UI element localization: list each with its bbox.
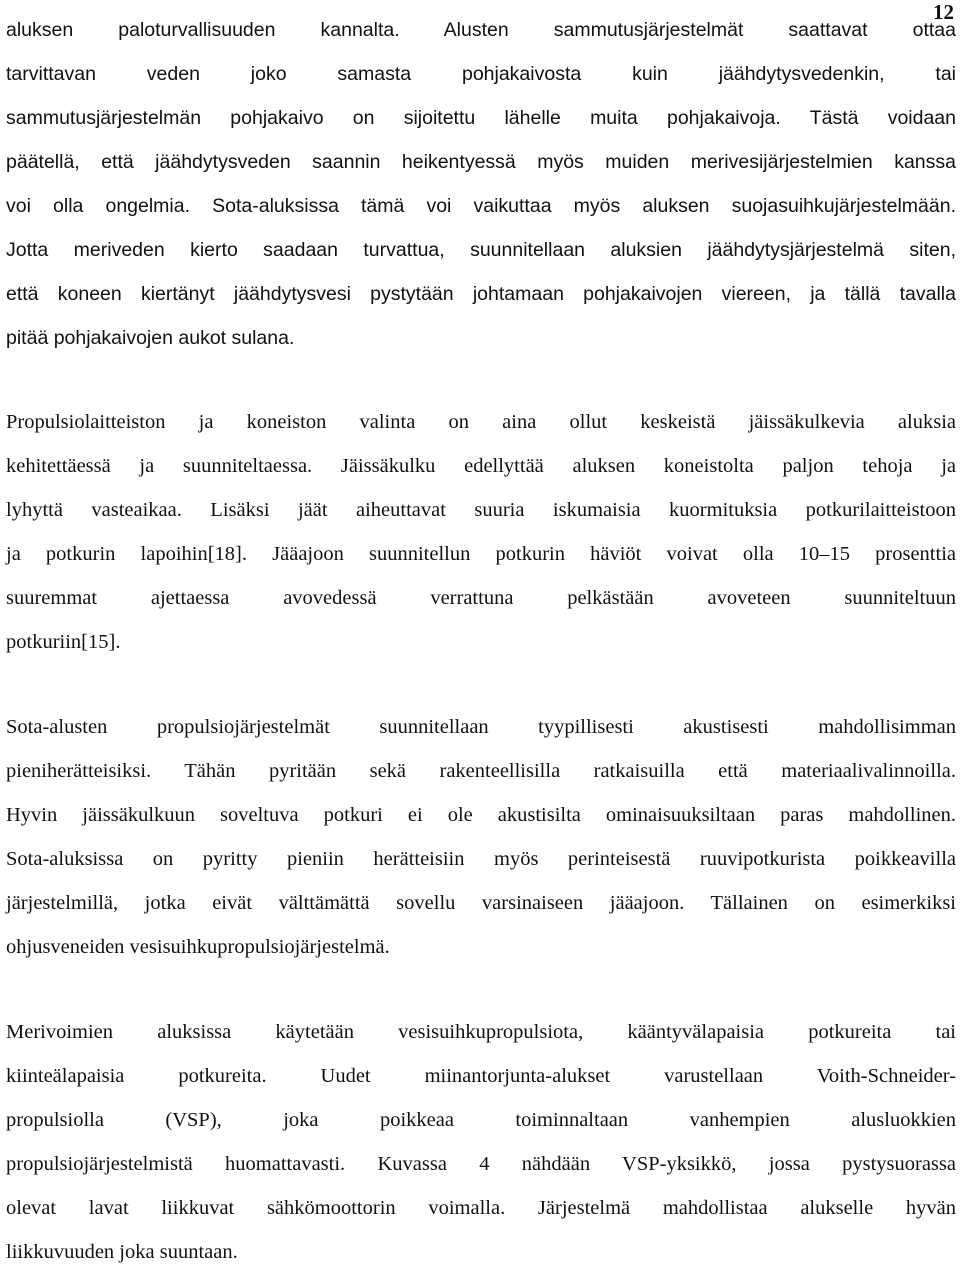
paragraph-1-line-5: voi olla ongelmia. Sota-aluksissa tämä voi vaikuttaa myös aluksen suojasuihkujärjestelmään. — [6, 195, 956, 217]
paragraph-1-line-6: Jotta meriveden kierto saadaan turvattua, suunnitellaan aluksien jäähdytysjärjestelmä siten, — [6, 239, 956, 261]
paragraph-1-line-4: päätellä, että jäähdytysveden saannin heikentyessä myös muiden merivesijärjestelmien kanssa — [6, 151, 956, 173]
paragraph-2-line-4: ja potkurin lapoihin[18]. Jääajoon suunnitellun potkurin häviöt voivat olla 10–15 prosenttia — [6, 543, 956, 565]
paragraph-2-line-3: lyhyttä vasteaikaa. Lisäksi jäät aiheuttavat suuria iskumaisia kuormituksia potkurilaitteistoon — [6, 499, 956, 521]
paragraph-4 — [6, 1010, 956, 1274]
paragraph-4-line-1: Merivoimien aluksissa käytetään vesisuihkupropulsiota, kääntyvälapaisia potkureita tai — [6, 1021, 956, 1043]
paragraph-2 — [6, 400, 956, 664]
page-number: 12 — [933, 0, 954, 24]
paragraph-3-line-3: Hyvin jäissäkulkuun soveltuva potkuri ei ole akustisilta ominaisuuksiltaan paras mahdollinen. — [6, 804, 956, 826]
paragraph-1-line-3: sammutusjärjestelmän pohjakaivo on sijoitettu lähelle muita pohjakaivoja. Tästä voidaan — [6, 107, 956, 129]
paragraph-4-line-5: olevat lavat liikkuvat sähkömoottorin voimalla. Järjestelmä mahdollistaa alukselle hyvän — [6, 1197, 956, 1219]
paragraph-3-line-6: ohjusveneiden vesisuihkupropulsiojärjestelmä. — [6, 936, 390, 958]
paragraph-1-line-7: että koneen kiertänyt jäähdytysvesi pystytään johtamaan pohjakaivojen viereen, ja tällä tavalla — [6, 283, 956, 305]
paragraph-3-line-4: Sota-aluksissa on pyritty pieniin herätteisiin myös perinteisestä ruuvipotkurista poikkeavilla — [6, 848, 956, 870]
paragraph-3-line-5: järjestelmillä, jotka eivät välttämättä sovellu varsinaiseen jääajoon. Tällainen on esimerkiksi — [6, 892, 956, 914]
paragraph-2-line-5: suuremmat ajettaessa avovedessä verrattuna pelkästään avoveteen suunniteltuun — [6, 587, 956, 609]
paragraph-4-line-2: kiinteälapaisia potkureita. Uudet miinantorjunta-alukset varustellaan Voith-Schneider- — [6, 1065, 956, 1087]
paragraph-2-line-1: Propulsiolaitteiston ja koneiston valinta on aina ollut keskeistä jäissäkulkevia aluksia — [6, 411, 956, 433]
paragraph-2-line-6: potkuriin[15]. — [6, 631, 121, 653]
paragraph-1-line-2: tarvittavan veden joko samasta pohjakaivosta kuin jäähdytysvedenkin, tai — [6, 63, 956, 85]
paragraph-3-line-1: Sota-alusten propulsiojärjestelmät suunnitellaan tyypillisesti akustisesti mahdollisimman — [6, 716, 956, 738]
paragraph-4-line-3: propulsiolla (VSP), joka poikkeaa toiminnaltaan vanhempien alusluokkien — [6, 1109, 956, 1131]
paragraph-1 — [6, 8, 956, 360]
paragraph-3-line-2: pieniherätteisiksi. Tähän pyritään sekä rakenteellisilla ratkaisuilla että materiaalivalinnoilla. — [6, 760, 956, 782]
paragraph-4-line-6: liikkuvuuden joka suuntaan. — [6, 1241, 238, 1263]
paragraph-2-line-2: kehitettäessä ja suunniteltaessa. Jäissäkulku edellyttää aluksen koneistolta paljon tehoja ja — [6, 455, 956, 477]
paragraph-4-line-4: propulsiojärjestelmistä huomattavasti. Kuvassa 4 nähdään VSP-yksikkö, jossa pystysuorassa — [6, 1153, 956, 1175]
paragraph-3 — [6, 705, 956, 969]
paragraph-1-line-8: pitää pohjakaivojen aukot sulana. — [6, 327, 295, 349]
paragraph-1-line-1: aluksen paloturvallisuuden kannalta. Alusten sammutusjärjestelmät saattavat ottaa — [6, 19, 956, 41]
